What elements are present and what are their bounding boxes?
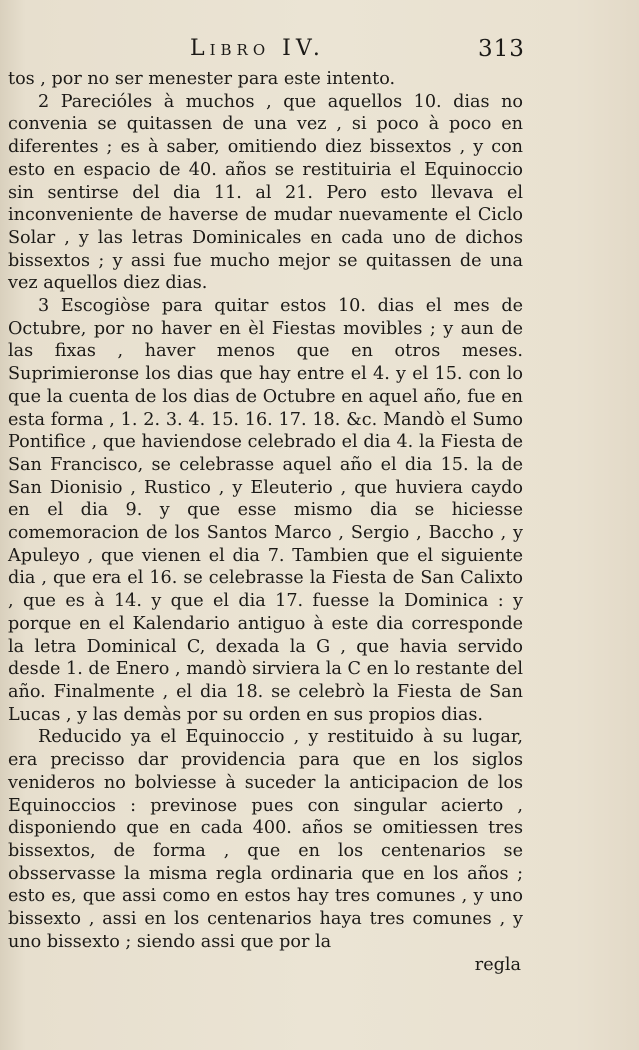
paragraph-4: Reducido ya el Equinoccio , y restituido à su lugar, era precisso dar providencia para que en los siglos venideros no bolviesse à suceder la anticipacion de los Equinoccios : previnose pues con singular acierto , disponiendo que en cada 400. años se omitiessen tres bissextos, de forma , que en los centenarios se obsservasse la misma regla ordinaria que en los años ; esto es, que assi como en estos hay tres comunes , y uno bissexto , assi en los centenarios haya tres comunes , y uno bissexto ; siendo assi que por la bbox=[8, 727, 523, 952]
page-number: 313 bbox=[478, 36, 525, 62]
paragraph-continuation: tos , por no ser menester para este intento. bbox=[8, 69, 396, 89]
running-head: Libro IV. bbox=[190, 36, 325, 61]
catchword-row bbox=[8, 954, 523, 977]
page-header bbox=[0, 36, 639, 72]
body-text bbox=[8, 68, 523, 977]
catchword: regla bbox=[474, 955, 521, 976]
paragraph-2: 2 Parecióles à muchos , que aquellos 10. dias no convenia se quitassen de una vez , si poco à poco en diferentes ; es à saber, omitiendo diez bissextos , y con esto en espacio de 40. años se restituiria el Equinoccio sin sentirse del dia 11. al 21. Pero esto llevava el inconveniente de haverse de mudar nuevamente el Ciclo Solar , y las letras Dominicales en cada uno de dichos bissextos ; y assi fue mucho mejor se quitassen de una vez aquellos diez dias. bbox=[8, 91, 523, 294]
paragraph-3: 3 Escogiòse para quitar estos 10. dias el mes de Octubre, por no haver en èl Fiestas movibles ; y aun de las fixas , haver menos que en otros meses. Suprimieronse los dias que hay entre el 4. y el 15. con lo que la cuenta de los dias de Octubre en aquel año, fue en esta forma , 1. 2. 3. 4. 15. 16. 17. 18. &c. Mandò el Sumo Pontifice , que haviendose celebrado el dia 4. la Fiesta de San Francisco, se celebrasse aquel año el dia 15. la de San Dionisio , Rustico , y Eleuterio , que huviera caydo en el dia 9. y que esse mismo dia se hiciesse comemoracion de los Santos Marco , Sergio , Baccho , y Apuleyo , que vienen el dia 7. Tambien que el siguiente dia , que era el 16. se celebrasse la Fiesta de San Calixto , que es à 14. y que el dia 17. fuesse la Dominica : y porque en el Kalendario antiguo à este dia corresponde la letra Dominical C, dexada la G , que havia servido desde 1. de Enero , mandò sirviera la C en lo restante del año. Finalmente , el dia 18. se celebrò la Fiesta de San Lucas , y las demàs por su orden en sus propios dias. bbox=[8, 296, 523, 725]
